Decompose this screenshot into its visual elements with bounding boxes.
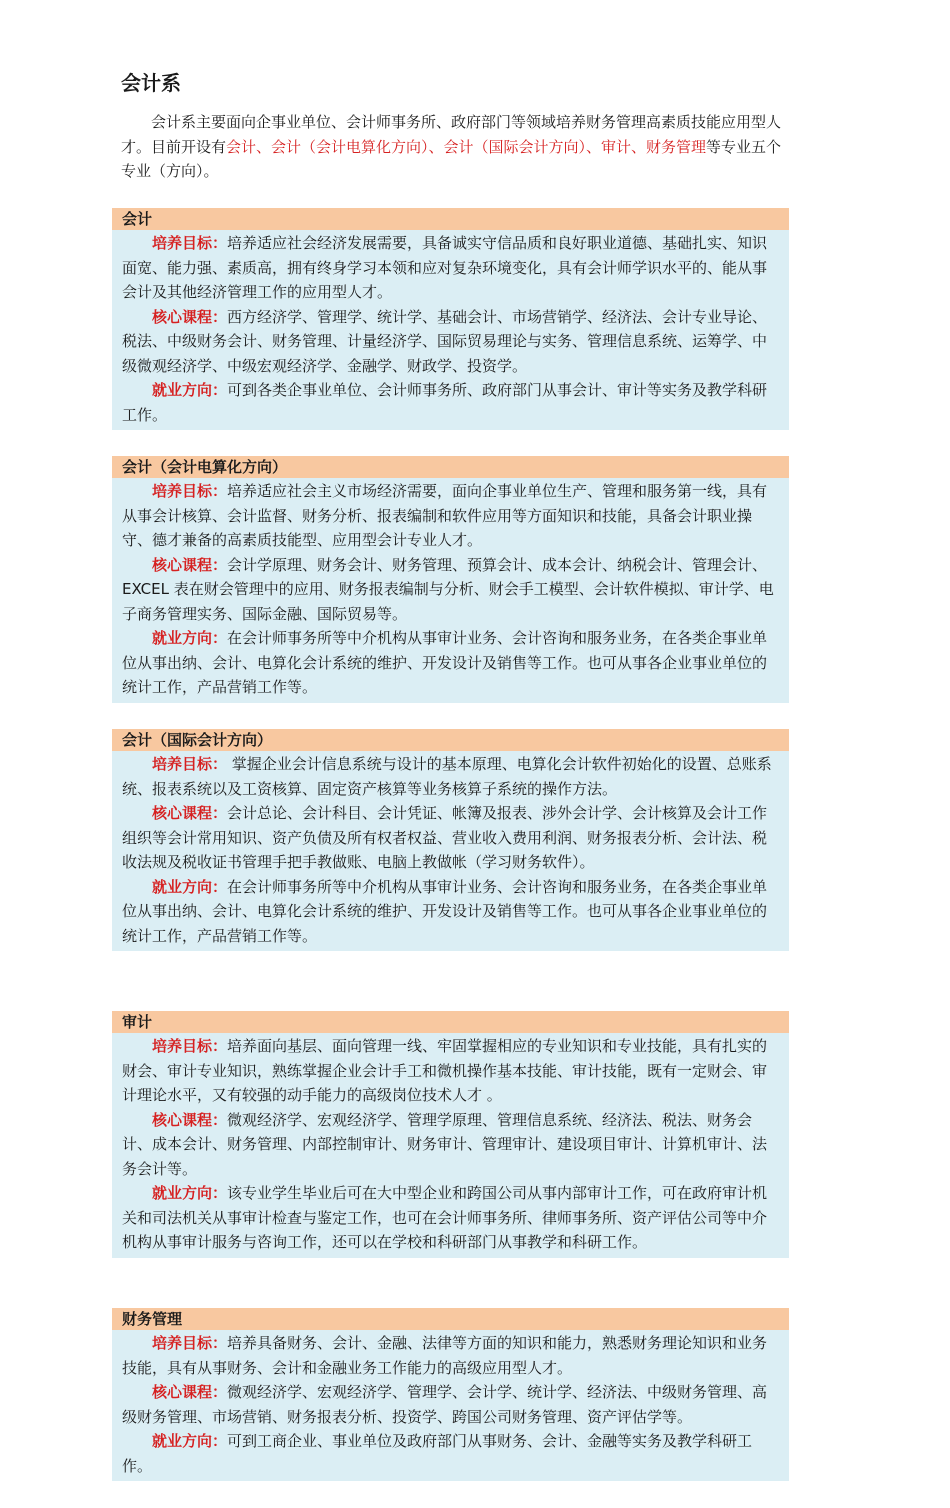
training-goal-text: 掌握企业会计信息系统与设计的基本原理、电算化会计软件初始化的设置、总账系统、报表系统以及工资核算、固定资产核算等业务核算子系统的操作方法。 [122,755,772,798]
training-goal-label: 培养目标： [152,482,228,500]
training-goal [122,1331,780,1380]
core-courses [122,305,780,379]
major-section-accounting [112,208,789,430]
core-courses [122,801,780,875]
major-body [112,1330,789,1481]
career-direction-label: 就业方向： [152,381,228,399]
career-direction-text: 在会计师事务所等中介机构从事审计业务、会计咨询和服务业务，在各类企事业单位从事出纳、会计、电算化会计系统的维护、开发设计及销售等工作。也可从事各企业事业单位的统计工作，产品营销工作等。 [122,877,768,945]
career-direction-text: 可到工商企业、事业单位及政府部门从事财务、会计、金融等实务及教学科研工作。 [122,1432,753,1475]
core-courses-text: 会计总论、会计科目、会计凭证、帐簿及报表、涉外会计学、会计核算及会计工作组织等会计常用知识、资产负债及所有权者权益、营业收入费用利润、财务报表分析、会计法、税收法规及税收证书管理手把手教做账、电脑上教做帐（学习财务软件）。 [122,804,768,871]
intro-text: 会计系主要面向企事业单位、会计师事务所、政府部门等领域培养财务管理高素质技能应用型人才。目前开设有 [121,113,782,156]
career-direction [122,1429,780,1478]
core-courses-label: 核心课程： [152,555,228,574]
major-section-financial-management [112,1308,789,1481]
core-courses-label: 核心课程： [152,1110,228,1129]
core-courses-text: 微观经济学、宏观经济学、管理学、会计学、统计学、经济法、中级财务管理、高级财务管理、市场营销、财务报表分析、投资学、跨国公司财务管理、资产评估学等。 [122,1383,768,1426]
training-goal-label: 培养目标： [152,234,228,252]
training-goal-label: 培养目标： [152,1037,228,1055]
major-section-computerized-accounting [112,456,789,703]
career-direction-label: 就业方向： [152,1432,228,1450]
career-direction-text: 该专业学生毕业后可在大中型企业和跨国公司从事内部审计工作，可在政府审计机关和司法机关从事审计检查与鉴定工作，也可在会计师事务所、律师事务所、资产评估公司等中介机构从事审计服务与咨询工作，还可以在学校和科研部门从事教学和科研工作。 [122,1184,768,1251]
major-title: 会计 [112,208,789,230]
core-courses-text: 会计学原理、财务会计、财务管理、预算会计、成本会计、纳税会计、管理会计、EXCEL 表在财会管理中的应用、财务报表编制与分析、财会手工模型、会计软件模拟、审计学、电子商务管理实务、国际金融、国际贸易等。 [122,555,774,623]
core-courses [122,1380,780,1429]
major-section-auditing [112,1011,789,1258]
career-direction [122,1181,780,1255]
major-title: 会计（国际会计方向） [112,729,789,751]
career-direction-label: 就业方向： [152,877,228,896]
career-direction [122,875,780,949]
training-goal [122,231,780,305]
career-direction [122,626,780,700]
training-goal-text: 培养适应社会主义市场经济需要，面向企事业单位生产、管理和服务第一线，具有从事会计核算、会计监督、财务分析、报表编制和软件应用等方面知识和技能，具备会计职业操守、德才兼备的高素质技能型、应用型会计专业人才。 [122,482,768,549]
core-courses-label: 核心课程： [152,307,228,326]
career-direction-label: 就业方向： [152,629,228,647]
training-goal-text: 培养具备财务、会计、金融、法律等方面的知识和能力，熟悉财务理论知识和业务技能，具有从事财务、会计和金融业务工作能力的高级应用型人才。 [122,1334,768,1377]
intro-majors-highlight: 会计、会计（会计电算化方向）、会计（国际会计方向）、审计、财务管理 [226,137,707,156]
training-goal-label: 培养目标： [152,1334,228,1352]
major-body [112,1033,789,1258]
career-direction-text: 可到各类企事业单位、会计师事务所、政府部门从事会计、审计等实务及教学科研工作。 [122,381,768,424]
training-goal [122,479,780,553]
career-direction [122,378,780,427]
training-goal [122,1034,780,1108]
department-title: 会计系 [121,71,181,95]
career-direction-text: 在会计师事务所等中介机构从事审计业务、会计咨询和服务业务，在各类企事业单位从事出纳、会计、电算化会计系统的维护、开发设计及销售等工作。也可从事各企业事业单位的统计工作，产品营销工作等。 [122,629,768,696]
core-courses [122,553,780,627]
major-body [112,751,789,951]
major-section-international-accounting [112,729,789,951]
core-courses-label: 核心课程： [152,1383,228,1401]
intro-text-end: 等专业五个专业（方向）。 [121,137,782,180]
core-courses-text: 西方经济学、管理学、统计学、基础会计、市场营销学、经济法、会计专业导论、税法、中级财务会计、财务管理、计量经济学、国际贸易理论与实务、管理信息系统、运筹学、中级微观经济学、中级宏观经济学、金融学、财政学、投资学。 [122,307,768,375]
training-goal-text: 培养适应社会经济发展需要，具备诚实守信品质和良好职业道德、基础扎实、知识面宽、能力强、素质高，拥有终身学习本领和应对复杂环境变化，具有会计师学识水平的、能从事会计及其他经济管理工作的应用型人才。 [122,234,768,301]
major-body [112,230,789,430]
core-courses [122,1108,780,1182]
training-goal-label: 培养目标： [152,755,228,773]
department-intro [121,110,791,184]
major-title: 审计 [112,1011,789,1033]
major-title: 会计（会计电算化方向） [112,456,789,478]
career-direction-label: 就业方向： [152,1184,228,1202]
core-courses-text: 微观经济学、宏观经济学、管理学原理、管理信息系统、经济法、税法、财务会计、成本会计、财务管理、内部控制审计、财务审计、管理审计、建设项目审计、计算机审计、法务会计等。 [122,1110,768,1178]
training-goal [122,752,780,801]
training-goal-text: 培养面向基层、面向管理一线、牢固掌握相应的专业知识和专业技能，具有扎实的财会、审计专业知识，熟练掌握企业会计手工和微机操作基本技能、审计技能，既有一定财会、审计理论水平，又有较强的动手能力的高级岗位技术人才 。 [122,1037,768,1104]
core-courses-label: 核心课程： [152,804,228,822]
major-title: 财务管理 [112,1308,789,1330]
major-body [112,478,789,703]
